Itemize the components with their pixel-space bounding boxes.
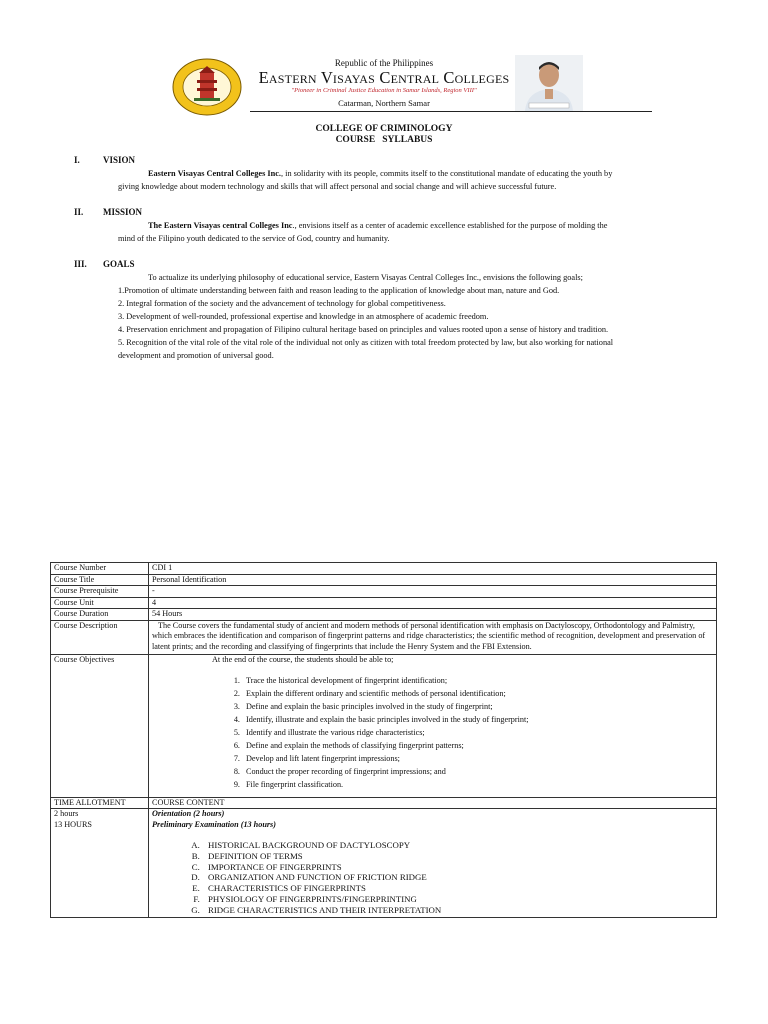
course-unit-value: 4 [149, 597, 717, 609]
document-title: COURSE SYLLABUS [335, 135, 433, 145]
prelim-heading: Preliminary Examination (13 hours) [152, 819, 276, 829]
mission-text-1: ., envisions itself as a center of academic excellence established for the purpose of molding the [292, 221, 608, 230]
course-description-label: Course Description [51, 620, 149, 655]
course-duration-label: Course Duration [51, 609, 149, 621]
time-allotment-cell [51, 809, 149, 918]
mission-number: II. [74, 207, 84, 217]
course-prereq-value: - [149, 586, 717, 598]
portrait-photo [515, 55, 583, 111]
goal-item: 2. Integral formation of the society and the advancement of technology for global competitiveness. [118, 299, 446, 308]
list-item: A. HISTORICAL BACKGROUND OF DACTYLOSCOPY [202, 840, 713, 851]
list-item: 3. Define and explain the basic principles involved in the study of fingerprint; [242, 700, 713, 713]
mission-line-2: mind of the Filipino youth dedicated to the service of God, country and humanity. [118, 234, 390, 243]
course-content-header: COURSE CONTENT [149, 797, 717, 809]
course-title-label: Course Title [51, 574, 149, 586]
list-item: D. ORGANIZATION AND FUNCTION OF FRICTION RIDGE [202, 872, 713, 883]
course-unit-label: Course Unit [51, 597, 149, 609]
list-item: C. IMPORTANCE OF FINGERPRINTS [202, 862, 713, 873]
vision-number: I. [74, 155, 80, 165]
course-number-label: Course Number [51, 563, 149, 575]
school-location: Catarman, Northern Samar [338, 98, 430, 108]
course-content-cell [149, 809, 717, 918]
objectives-list [152, 674, 713, 791]
list-item: 6. Define and explain the methods of classifying fingerprint patterns; [242, 739, 713, 752]
time-allotment-header: TIME ALLOTMENT [51, 797, 149, 809]
goal-item: 3. Development of well-rounded, professional expertise and knowledge in an atmosphere of academic freedom. [118, 312, 489, 321]
table-row [51, 809, 717, 918]
table-row [51, 597, 717, 609]
table-row [51, 586, 717, 598]
course-description-value: The Course covers the fundamental study of ancient and modern methods of personal identification with emphasis on Dactyloscopy, Orthodontology and Palmistry, which embraces the identification and comparison of fingerprint patterns and ridge characteristics; the scientific method of recognition, development and preservation of latent prints; and the recording and classifying of fingerprints that include the Henry System and the FBI Extension. [149, 620, 717, 655]
school-name: Eastern Visayas Central Colleges [258, 68, 510, 87]
mission-heading: MISSION [103, 207, 143, 217]
vision-lead: Eastern Visayas Central Colleges Inc. [148, 169, 281, 178]
table-row [51, 609, 717, 621]
objectives-intro: At the end of the course, the students should be able to; [212, 655, 394, 664]
list-item: G. RIDGE CHARACTERISTICS AND THEIR INTERPRETATION [202, 905, 713, 916]
goals-intro: To actualize its underlying philosophy of educational service, Eastern Visayas Central Colleges Inc., envisions the following goals; [148, 273, 583, 282]
republic-line: Republic of the Philippines [334, 58, 434, 68]
course-objectives-label: Course Objectives [51, 655, 149, 798]
time-orientation: 2 hours [54, 809, 79, 818]
goal-item: 4. Preservation enrichment and propagation of Filipino cultural heritage based on principles and values rooted upon a sense of history and tradition. [118, 325, 609, 334]
course-number-value: CDI 1 [149, 563, 717, 575]
list-item: B. DEFINITION OF TERMS [202, 851, 713, 862]
vision-line-1 [148, 167, 718, 180]
table-row [51, 655, 717, 798]
course-details-table [50, 562, 717, 918]
goals-number: III. [74, 259, 87, 269]
header-rule [250, 111, 652, 112]
list-item: 5. Identify and illustrate the various ridge characteristics; [242, 726, 713, 739]
goals-list [118, 284, 718, 362]
list-item: 2. Explain the different ordinary and scientific methods of personal identification; [242, 687, 713, 700]
table-row [51, 620, 717, 655]
list-item: 4. Identify, illustrate and explain the basic principles involved in the study of fingerprint; [242, 713, 713, 726]
table-row [51, 574, 717, 586]
list-item: F. PHYSIOLOGY OF FINGERPRINTS/FINGERPRINTING [202, 894, 713, 905]
time-prelim: 13 HOURS [54, 819, 92, 829]
course-prereq-label: Course Prerequisite [51, 586, 149, 598]
course-objectives-value [149, 655, 717, 798]
goal-item: 1.Promotion of ultimate understanding between faith and reason leading to the application of knowledge about man, nature and God. [118, 286, 560, 295]
course-duration-value: 54 Hours [149, 609, 717, 621]
vision-line-2: giving knowledge about modern technology and skills that will affect personal and social change and will achieve successful future. [118, 182, 557, 191]
list-item: 1. Trace the historical development of fingerprint identification; [242, 674, 713, 687]
topics-list [152, 840, 713, 916]
school-tagline: "Pioneer in Criminal Justice Education in Samar Islands, Region VIII" [291, 87, 477, 94]
mission-line-1 [148, 219, 718, 232]
college-name: COLLEGE OF CRIMINOLOGY [315, 124, 453, 134]
vision-text-1: , in solidarity with its people, commits itself to the constitutional mandate of educating the youth by [280, 169, 613, 178]
goals-heading: GOALS [103, 259, 135, 269]
table-row [51, 563, 717, 575]
list-item: 7. Develop and lift latent fingerprint impressions; [242, 752, 713, 765]
vision-heading: VISION [103, 155, 136, 165]
list-item: 9. File fingerprint classification. [242, 778, 713, 791]
course-title-value: Personal Identification [149, 574, 717, 586]
mission-lead: The Eastern Visayas central Colleges Inc [148, 221, 293, 230]
orientation-heading: Orientation (2 hours) [152, 809, 225, 818]
goal-item: development and promotion of universal good. [118, 351, 274, 360]
list-item: E. CHARACTERISTICS OF FINGERPRINTS [202, 883, 713, 894]
list-item: 8. Conduct the proper recording of fingerprint impressions; and [242, 765, 713, 778]
goal-item: 5. Recognition of the vital role of the vital role of the individual not only as citizen with total freedom protected by law, but also working for national [118, 338, 614, 347]
table-row [51, 797, 717, 809]
